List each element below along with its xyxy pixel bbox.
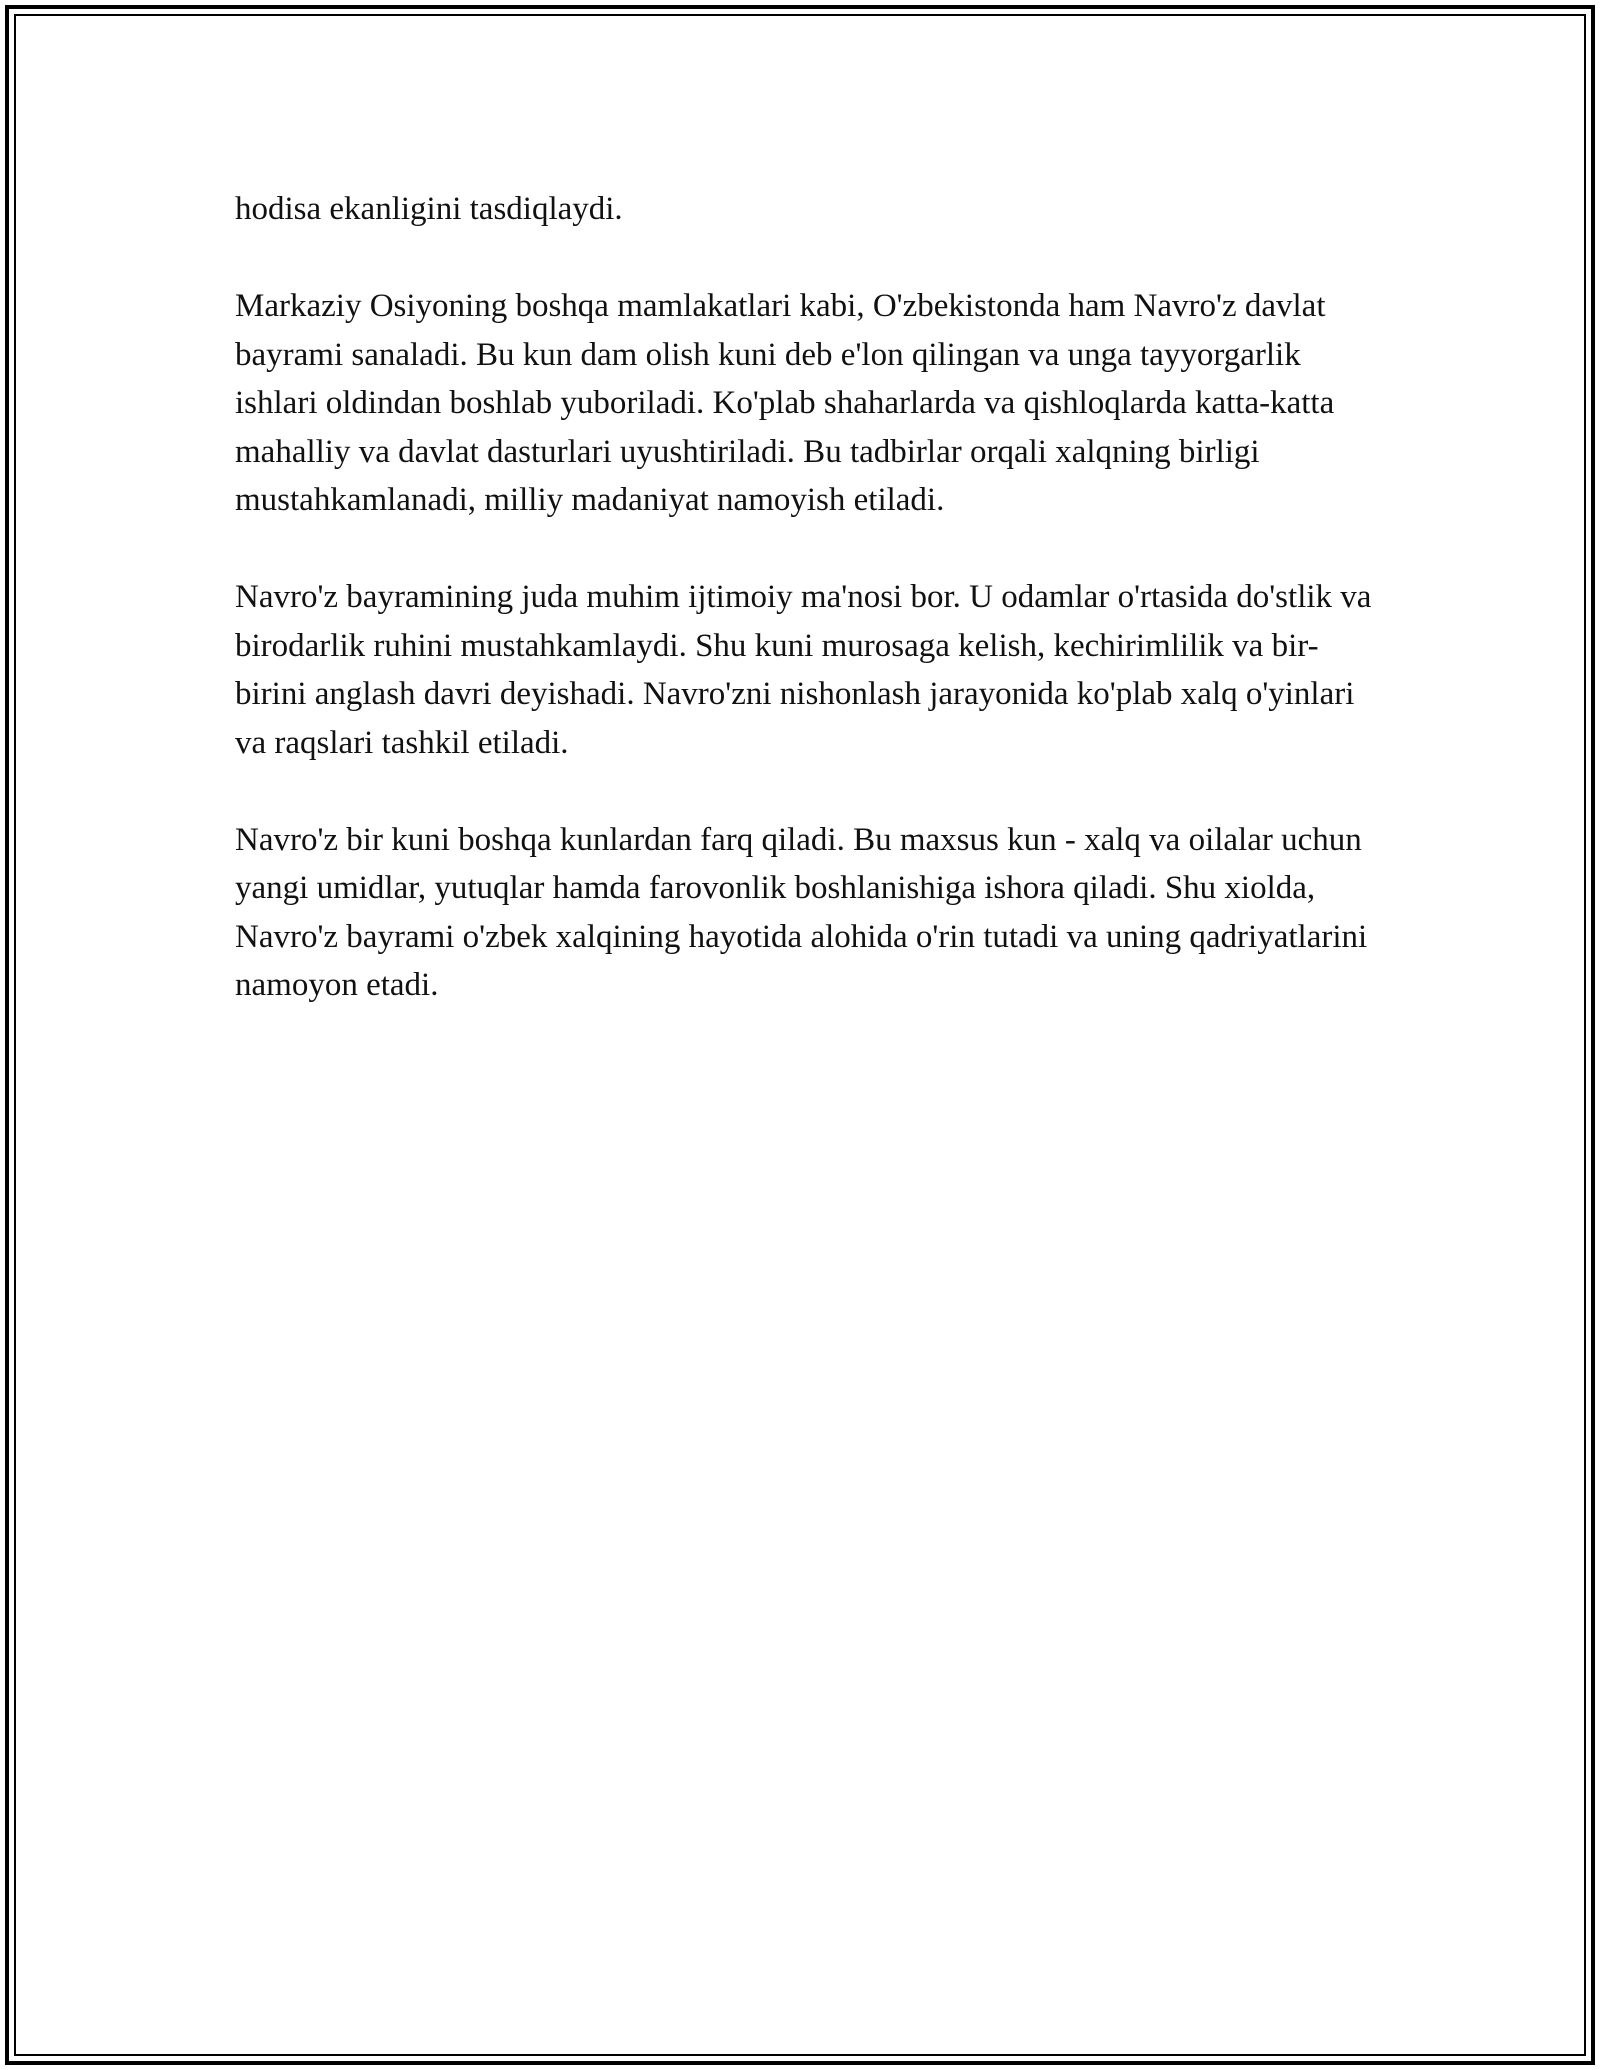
- paragraph-2: Markaziy Osiyoning boshqa mamlakatlari kabi, O'zbekistonda ham Navro'z davlat bayrami sanaladi. Bu kun dam olish kuni deb e'lon qilingan va unga tayyorgarlik ishlari oldindan boshlab yuboriladi. Ko'plab shaharlarda va qishloqlarda katta-katta mahalliy va davlat dasturlari uyushtiriladi. Bu tadbirlar orqali xalqning birligi mustahkamlanadi, milliy madaniyat namoyish etiladi.: [235, 288, 1335, 518]
- paragraph-3: Navro'z bayramining juda muhim ijtimoiy ma'nosi bor. U odamlar o'rtasida do'stlik va birodarlik ruhini mustahkamlaydi. Shu kuni murosaga kelish, kechirimlilik va bir-birini anglash davri deyishadi. Navro'zni nishonlash jarayonida ko'plab xalq o'yinlari va raqslari tashkil etiladi.: [235, 579, 1372, 761]
- paragraph-1: hodisa ekanligini tasdiqlaydi.: [235, 191, 623, 227]
- document-body: [235, 185, 1375, 1058]
- paragraph-4: Navro'z bir kuni boshqa kunlardan farq qiladi. Bu maxsus kun - xalq va oilalar uchun yangi umidlar, yutuqlar hamda farovonlik boshlanishiga ishora qiladi. Shu xiolda, Navro'z bayrami o'zbek xalqining hayotida alohida o'rin tutadi va uning qadriyatlarini namoyon etadi.: [235, 821, 1368, 1003]
